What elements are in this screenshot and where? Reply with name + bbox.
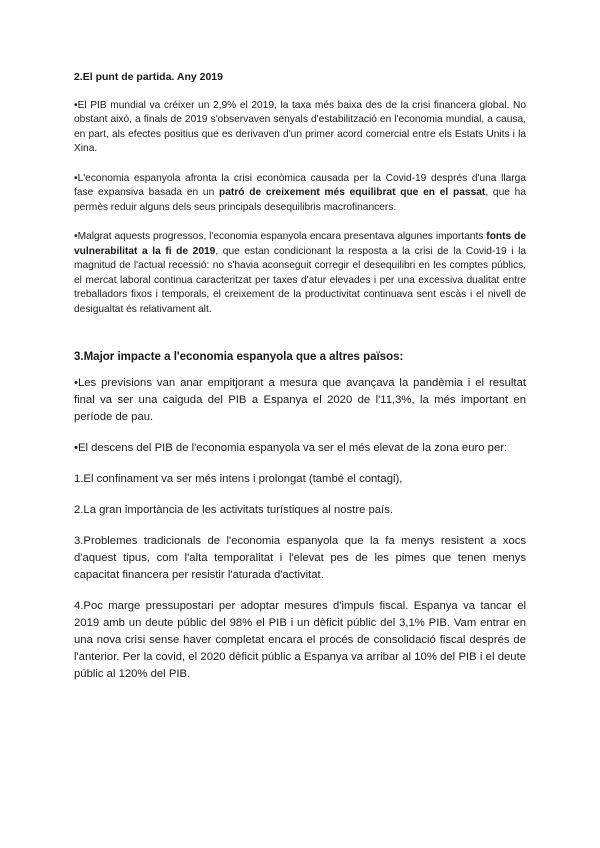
list-item: 2.La gran importància de les activitats turístiques al nostre país. (74, 504, 393, 516)
paragraph (74, 230, 526, 318)
bold-text: fonts de vulnerabilitat a la fi de 2019 (74, 230, 526, 257)
paragraph-text: •Malgrat aquests progressos, l'economia espanyola encara presentava algunes importants (74, 230, 487, 242)
list-item: 1.El confinament va ser més intens i prolongat (també el contagi), (74, 473, 403, 485)
section-heading: 3.Major impacte a l'economia espanyola que a altres països: (74, 351, 404, 363)
paragraph: •El descens del PIB de l'economia espanyola va ser el més elevat de la zona euro per: (74, 442, 508, 454)
paragraph-text: , que estan condicionant la resposta a la crisi de la Covid-19 i la magnitud de l'actual recessió: no s'havia aconseguit corregir el desequilibri en les comptes públics, el mercat laboral continua caracteritzat per taxes d'atur elevades i per una excessiva dualitat entre treballadors fixos i temporals, el creixement de la productivitat continuava sent escàs i el nivell de desigualtat és relativament alt. (74, 245, 526, 315)
section-starting-point (74, 70, 526, 332)
paragraph (74, 172, 526, 216)
paragraph: •Les previsions van anar empitjorant a mesura que avançava la pandèmia i el resultat final va ser una caiguda del PIB a Espanya el 2020 de l'11,3%, la més important en període de pau. (74, 377, 526, 423)
bold-text: patró de creixement més equilibrat que en el passat (219, 187, 486, 199)
list-item: 3.Problemes tradicionals de l'economia espanyola que la fa menys resistent a xocs d'aquest tipus, com l'alta temporalitat i l'elevat pes de les pimes que tenen menys capacitat financera per resistir l'aturada d'activitat. (74, 535, 526, 581)
paragraph: •El PIB mundial va créixer un 2,9% el 2019, la taxa més baixa des de la crisi financera global. No obstant això, a finals de 2019 s'observaven senyals d'estabilització en l'economia mundial, a causa, en part, als efectes positius que es derivaven d'un primer acord comercial entre els Estats Units i la Xina. (74, 99, 526, 155)
paragraph-text: •L'economia espanyola afronta la crisi econòmica causada per la Covid-19 després d'una llarga fase expansiva basada en un (74, 172, 526, 199)
section-heading: 2.El punt de partida. Any 2019 (74, 71, 223, 83)
list-item: 4.Poc marge pressupostari per adoptar mesures d'impuls fiscal. Espanya va tancar el 2019 amb un deute públic del 98% el PIB i un dèficit públic del 3,1% PIB. Vam entrar en una nova crisi sense haver completat encara el procés de consolidació fiscal després de l'anterior. Per la covid, el 2020 dèficit públic a Espanya va arribar al 10% del PIB i el deute públic al 120% del PIB. (74, 600, 526, 680)
section-major-impact (74, 349, 526, 697)
paragraph-text: , que ha permès reduir alguns dels seus principals desequilibris macrofinancers. (74, 187, 526, 213)
